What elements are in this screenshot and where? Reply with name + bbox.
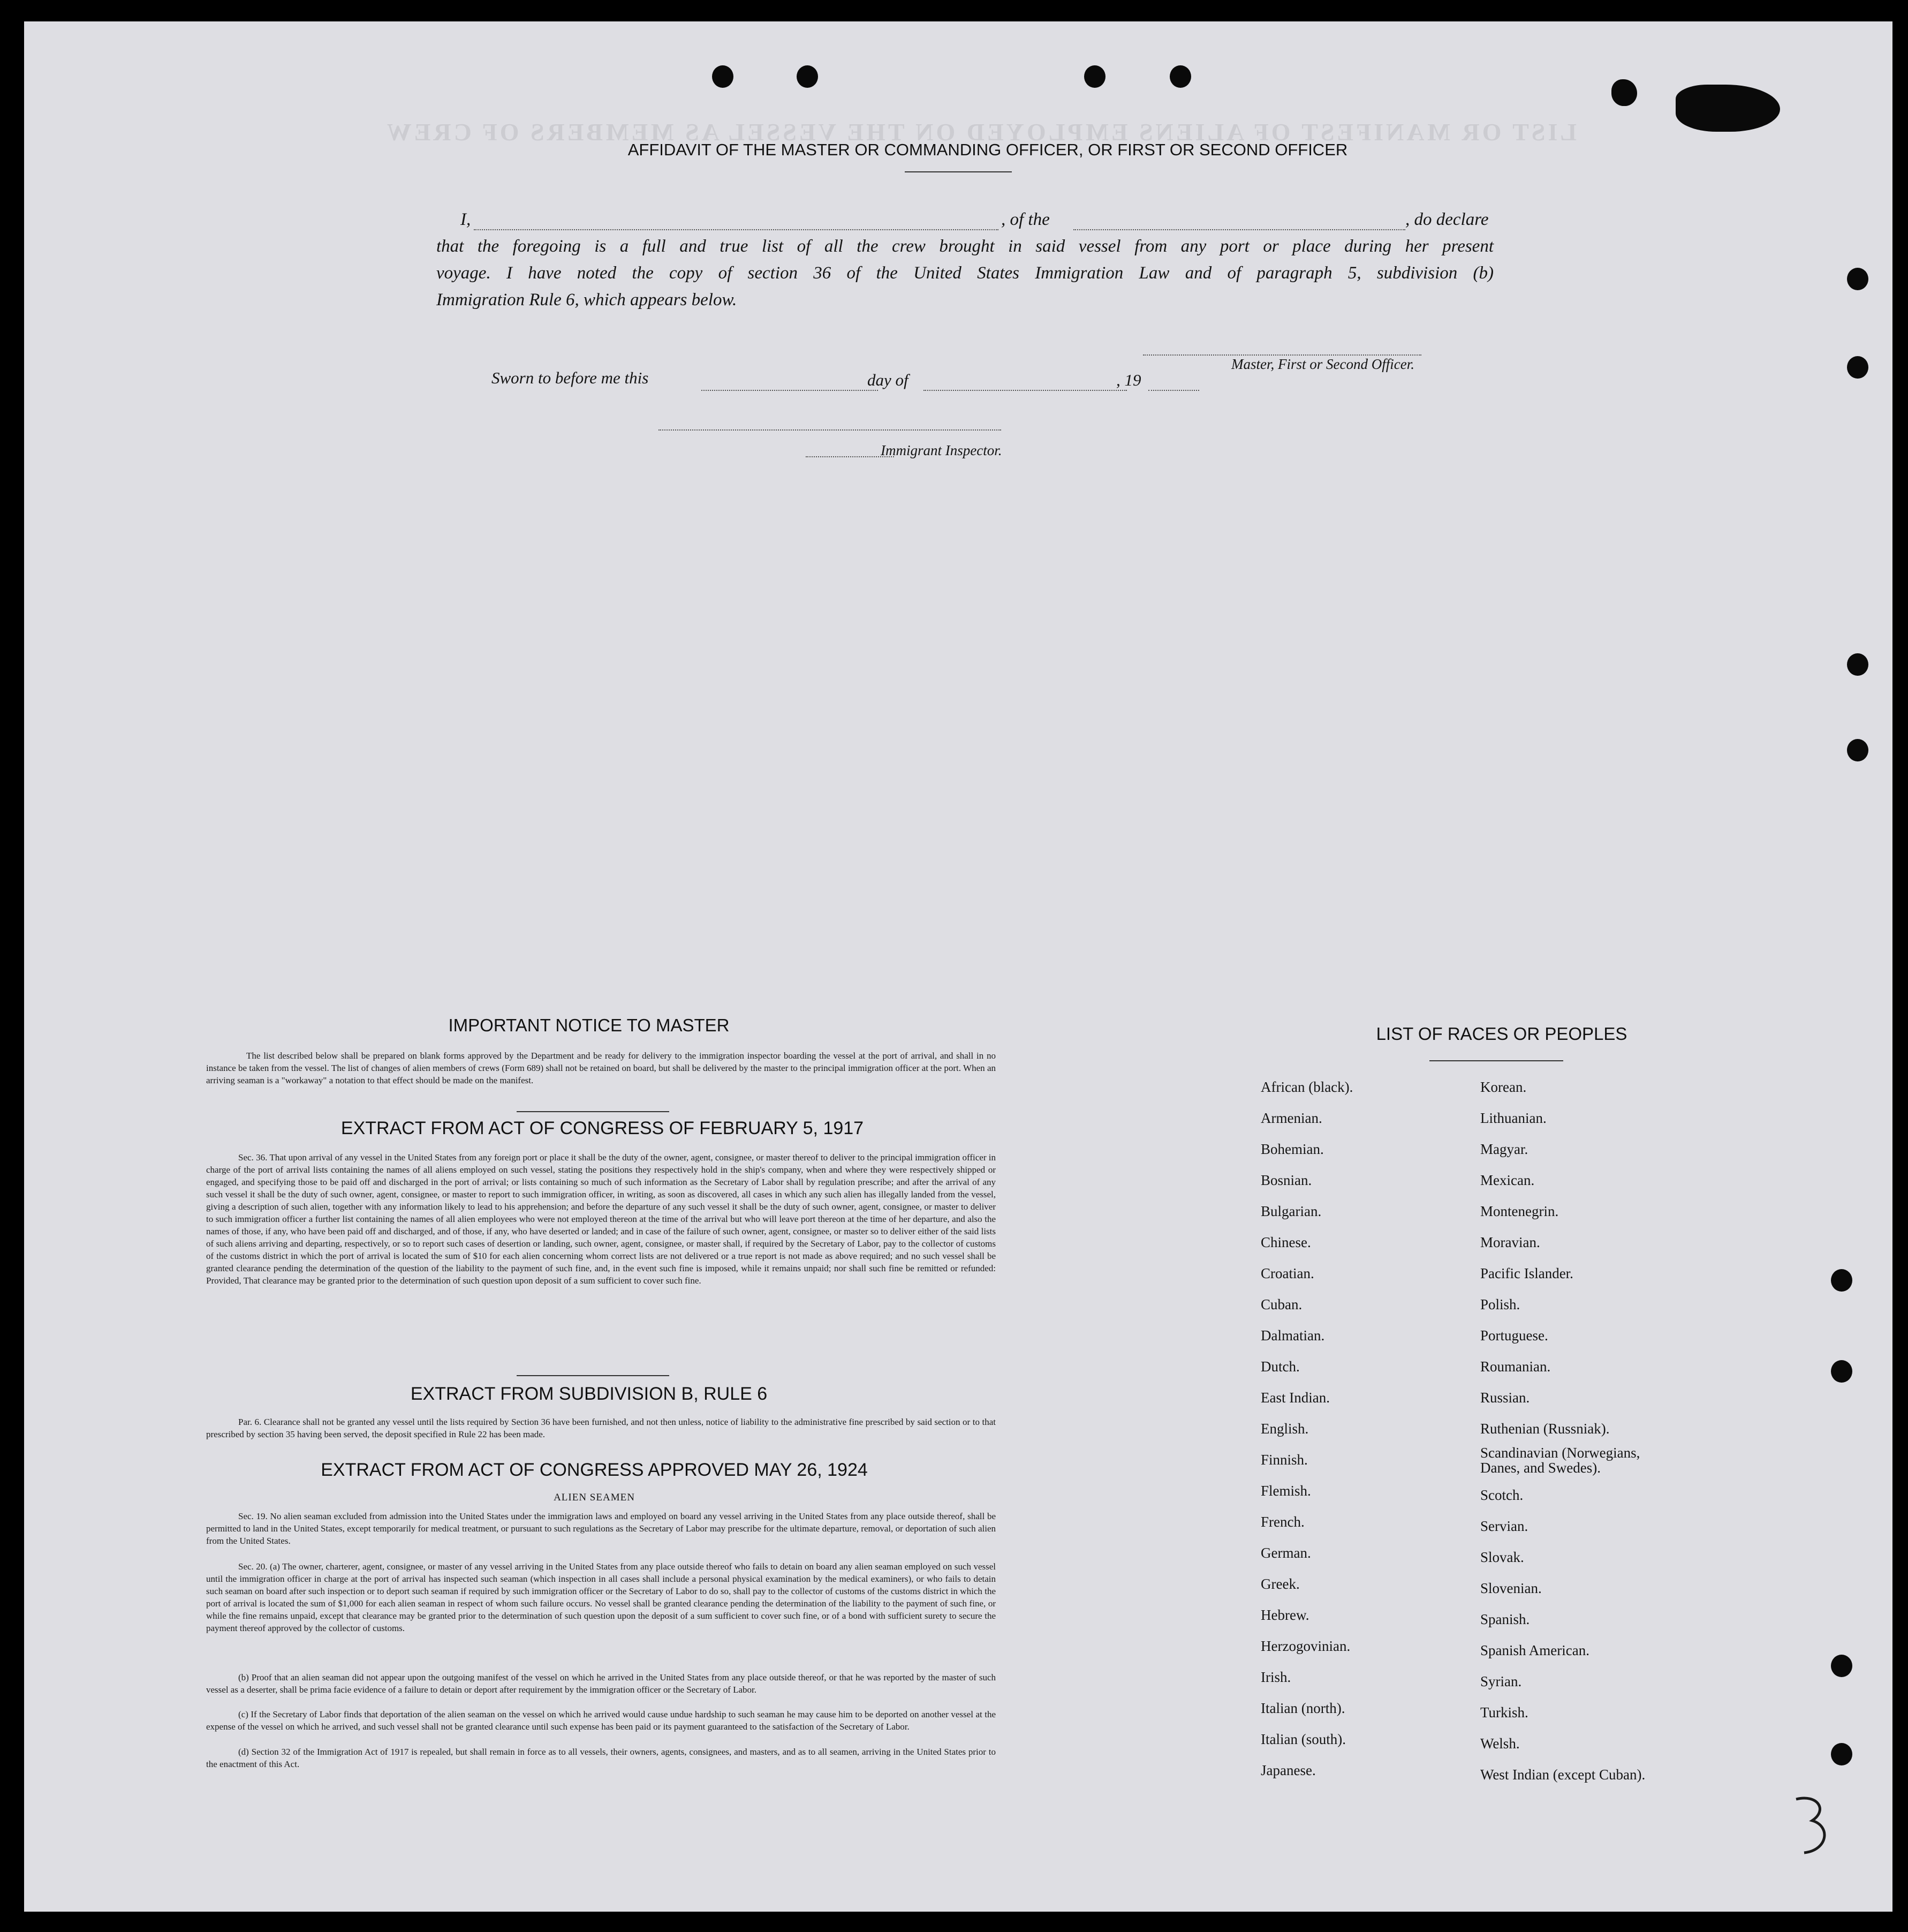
notice-body: The list described below shall be prepared on blank forms approved by the Department and be ready for delivery to the immigration inspector boarding the vessel at the port of arrival, and shall in no instance be taken from the vessel. The list of changes of alien members of crews (Form 689) shall not be retained on board, but shall be delivered by the master to the principal immigration officer at the port. When an arriving seaman is a "workaway" a notation to that effect should be made on the manifest. xyxy=(206,1051,996,1085)
affidavit-line-3: Immigration Rule 6, which appears below. xyxy=(436,290,737,310)
race-item: West Indian (except Cuban). xyxy=(1480,1767,1646,1783)
sworn-year-blank[interactable] xyxy=(1148,390,1199,391)
race-item: Moravian. xyxy=(1480,1234,1540,1250)
extract-1917-title: EXTRACT FROM ACT OF CONGRESS OF FEBRUARY 5, 1917 xyxy=(340,1118,864,1138)
day-of-label: day of xyxy=(867,371,908,389)
name-blank[interactable] xyxy=(474,229,998,230)
extract-1924-title: EXTRACT FROM ACT OF CONGRESS APPROVED MAY 26, 1924 xyxy=(321,1460,868,1480)
race-item: Magyar. xyxy=(1480,1141,1528,1157)
race-item: Italian (north). xyxy=(1261,1700,1345,1716)
race-item: Slovenian. xyxy=(1480,1580,1542,1596)
year-label: , 19 xyxy=(1116,371,1141,389)
race-item: Bulgarian. xyxy=(1261,1203,1322,1219)
race-item: Flemish. xyxy=(1261,1483,1311,1499)
extract-1924-subtitle: ALIEN SEAMEN xyxy=(554,1492,635,1503)
race-item: Russian. xyxy=(1480,1390,1530,1406)
divider xyxy=(905,171,1012,172)
affidavit-line-1: that the foregoing is a full and true list of all the crew brought in said vessel from any port or place during her present xyxy=(436,237,1494,256)
notice-title: IMPORTANT NOTICE TO MASTER xyxy=(448,1015,730,1035)
vessel-blank[interactable] xyxy=(1073,229,1405,230)
affidavit-title: AFFIDAVIT OF THE MASTER OR COMMANDING OFFICER, OR FIRST OR SECOND OFFICER xyxy=(627,140,1348,159)
race-item: Spanish. xyxy=(1480,1611,1530,1627)
sec-19: Sec. 19. No alien seaman excluded from admission into the United States under the immigration laws and employed on board any vessel arriving in the United States from any place outside thereof, shall be permitted to land in the United States, except temporarily for medical treatment, or pursuant to such regulations as the Secretary of Labor may prescribe for the ultimate departure, removal, or deportation of such alien from the United States. xyxy=(206,1511,996,1546)
punch-hole xyxy=(1831,1655,1852,1677)
punch-hole xyxy=(1831,1269,1852,1292)
divider xyxy=(1429,1060,1563,1061)
inspector-label: Immigrant Inspector. xyxy=(881,442,1002,458)
affidavit-line-2: voyage. I have noted the copy of section 36 of the United States Immigration Law and of paragraph 5, subdivision (b) xyxy=(436,263,1494,283)
do-declare-label: , do declare xyxy=(1405,210,1489,229)
inspector-signature-line[interactable] xyxy=(658,429,1001,431)
punch-hole xyxy=(1847,739,1868,761)
punch-hole xyxy=(1847,268,1868,290)
races-title: LIST OF RACES OR PEOPLES xyxy=(1376,1024,1627,1044)
punch-hole xyxy=(1170,65,1191,88)
handwritten-mark xyxy=(1780,1788,1839,1863)
sec-20b: (b) Proof that an alien seaman did not appear upon the outgoing manifest of the vessel on which he arrived in the United States from any place outside thereof, or that he was reported by the master of such vessel as a deserter, shall be prima facie evidence of a failure to detain or deport after requirement by the immigration officer or the Secretary of Labor. xyxy=(206,1672,996,1695)
extract-1917-body: Sec. 36. That upon arrival of any vessel in the United States from any foreign port or place it shall be the duty of the owner, agent, consignee, or master thereof to deliver to the principal immigration officer in charge of the port of arrival lists containing the names of all aliens employed on such vessel, stating the positions they respectively hold in the ship's company, when and where they were respectively shipped or engaged, and specifying those to be paid off and discharged in the port of arrival; or lists containing so much of such information as the Secretary of Labor shall by regulation prescribe; and after the arrival of any such vessel it shall be the duty of such owner, agent, consignee, or master to report to such immigration officer, in writing, as soon as discovered, all cases in which any such alien has illegally landed from the vessel, giving a description of such alien, together with any information likely to lead to his apprehension; and before the departure of any such vessel it shall be the duty of such owner, agent, consignee, or master to deliver to such immigration officer a further list containing the names of all alien employees who were not employed thereon at the time of the arrival but who will leave port thereon at the time of her departure, and also the names of those, if any, who have been paid off and discharged, and of those, if any, who have deserted or landed; and in case of the failure of such owner, agent, consignee, or master so to deliver either of the said lists of such aliens arriving and departing, respectively, or so to report such cases of desertion or landing, such owner, agent, consignee, or master shall, if required by the Secretary of Labor, pay to the collector of customs of the customs district in which the port of arrival is located the sum of $10 for each alien concerning whom correct lists are not delivered or a true report is not made as above required; and no such vessel shall be granted clearance pending the determination of the question of the liability to the payment of such fine, and, in the event such fine is imposed, while it remains unpaid; nor shall such fine be remitted or refunded: Provided, That clearance may be granted prior to the determination of such question upon deposit of a sum sufficient to cover such fine. xyxy=(206,1152,996,1286)
race-item: Roumanian. xyxy=(1480,1359,1551,1375)
race-item: Bohemian. xyxy=(1261,1141,1324,1157)
race-item: Slovak. xyxy=(1480,1549,1524,1565)
torn-mark xyxy=(1676,85,1780,132)
master-signature-line[interactable] xyxy=(1143,354,1421,356)
race-item: Japanese. xyxy=(1261,1762,1316,1778)
race-item: Portuguese. xyxy=(1480,1327,1548,1344)
extract-rule6-title: EXTRACT FROM SUBDIVISION B, RULE 6 xyxy=(410,1384,768,1404)
race-item: Servian. xyxy=(1480,1518,1528,1534)
races-left-column xyxy=(1261,1079,1464,1807)
race-item: Scandinavian (Norwegians, Danes, and Swedes). xyxy=(1480,1445,1640,1476)
race-item: African (black). xyxy=(1261,1079,1353,1095)
race-item: Pacific Islander. xyxy=(1480,1265,1573,1281)
manifest-page xyxy=(24,21,1892,1912)
sworn-month-blank[interactable] xyxy=(923,390,1127,391)
punch-hole xyxy=(797,65,818,88)
punch-hole xyxy=(1847,356,1868,379)
bleed-through-text: LIST OR MANIFEST OF ALIENS EMPLOYED ON THE VESSEL AS MEMBERS OF CREW xyxy=(384,118,1577,146)
race-item: Welsh. xyxy=(1480,1735,1520,1752)
divider xyxy=(517,1111,669,1112)
race-item: Korean. xyxy=(1480,1079,1527,1095)
sec-20c: (c) If the Secretary of Labor finds that deportation of the alien seaman on the vessel on which he arrived would cause undue hardship to such seaman he may cause him to be deported on another vessel at the expense of the vessel on which he arrived, and such vessel shall not be granted clearance until such expense has been paid or its payment guaranteed to the satisfaction of the Secretary of Labor. xyxy=(206,1709,996,1732)
race-item: Hebrew. xyxy=(1261,1607,1309,1623)
race-item: French. xyxy=(1261,1514,1305,1530)
race-item: Finnish. xyxy=(1261,1452,1308,1468)
race-item: Montenegrin. xyxy=(1480,1203,1559,1219)
punch-hole xyxy=(1831,1743,1852,1765)
race-item: Chinese. xyxy=(1261,1234,1311,1250)
master-signature-label: Master, First or Second Officer. xyxy=(1231,356,1414,372)
race-item: Lithuanian. xyxy=(1480,1110,1547,1126)
race-item: Syrian. xyxy=(1480,1673,1522,1689)
torn-mark xyxy=(1611,79,1637,106)
race-item: Spanish American. xyxy=(1480,1642,1589,1658)
sec-20a: Sec. 20. (a) The owner, charterer, agent, consignee, or master of any vessel arriving in the United States from any place outside thereof who fails to detain on board any alien seaman employed on such vessel until the immigration officer in charge at the port of arrival has inspected such seaman (which inspection in all cases shall include a personal physical examination by the medical examiners), or who fails to detain such seaman on board after such inspection or to deport such seaman if required by such immigration officer or the Secretary of Labor to do so, shall pay to the collector of customs of the customs district in which the port of arrival is located the sum of $1,000 for each alien seaman in respect of whom such failure occurs. No vessel shall be granted clearance pending the determination of the liability to the payment of such fine, or while the fine remains unpaid, except that clearance may be granted prior to the determination of such question upon the deposit of a sum sufficient to cover such fine, or of a bond with sufficient surety to secure the payment thereof approved by the collector of customs. xyxy=(206,1561,996,1633)
race-item: Armenian. xyxy=(1261,1110,1322,1126)
race-item: Polish. xyxy=(1480,1296,1520,1312)
punch-hole xyxy=(1831,1360,1852,1383)
race-item: Dalmatian. xyxy=(1261,1327,1325,1344)
sworn-day-blank[interactable] xyxy=(701,390,878,391)
race-item: Dutch. xyxy=(1261,1359,1300,1375)
extract-rule6-body: Par. 6. Clearance shall not be granted any vessel until the lists required by Section 36 have been furnished, and not then unless, notice of liability to the administrative fine prescribed by said section or to that prescribed by section 35 having been served, the deposit specified in Rule 22 has been made. xyxy=(206,1417,996,1439)
race-item: Irish. xyxy=(1261,1669,1291,1685)
affidavit-name-line xyxy=(460,210,1494,231)
punch-hole xyxy=(712,65,733,88)
race-item: Croatian. xyxy=(1261,1265,1314,1281)
race-item: Ruthenian (Russniak). xyxy=(1480,1421,1610,1437)
race-item: German. xyxy=(1261,1545,1311,1561)
race-item: English. xyxy=(1261,1421,1309,1437)
race-item: Cuban. xyxy=(1261,1296,1303,1312)
race-item: Italian (south). xyxy=(1261,1731,1346,1747)
sec-20d: (d) Section 32 of the Immigration Act of 1917 is repealed, but shall remain in force as to all vessels, their owners, agents, consignees, and masters, and as to all seamen, arriving in the United States prior to the enactment of this Act. xyxy=(206,1747,996,1769)
punch-hole xyxy=(1084,65,1106,88)
race-item: Bosnian. xyxy=(1261,1172,1312,1188)
i-label: I, xyxy=(460,210,471,229)
punch-hole xyxy=(1847,653,1868,676)
race-item: Herzogovinian. xyxy=(1261,1638,1351,1654)
race-item: East Indian. xyxy=(1261,1390,1330,1406)
race-item: Turkish. xyxy=(1480,1704,1528,1720)
race-item: Scotch. xyxy=(1480,1487,1524,1503)
sworn-label: Sworn to before me this xyxy=(491,368,649,387)
races-right-column xyxy=(1480,1079,1705,1807)
of-the-label: , of the xyxy=(1001,210,1050,229)
race-item: Mexican. xyxy=(1480,1172,1535,1188)
race-item: Greek. xyxy=(1261,1576,1300,1592)
divider xyxy=(517,1375,669,1376)
